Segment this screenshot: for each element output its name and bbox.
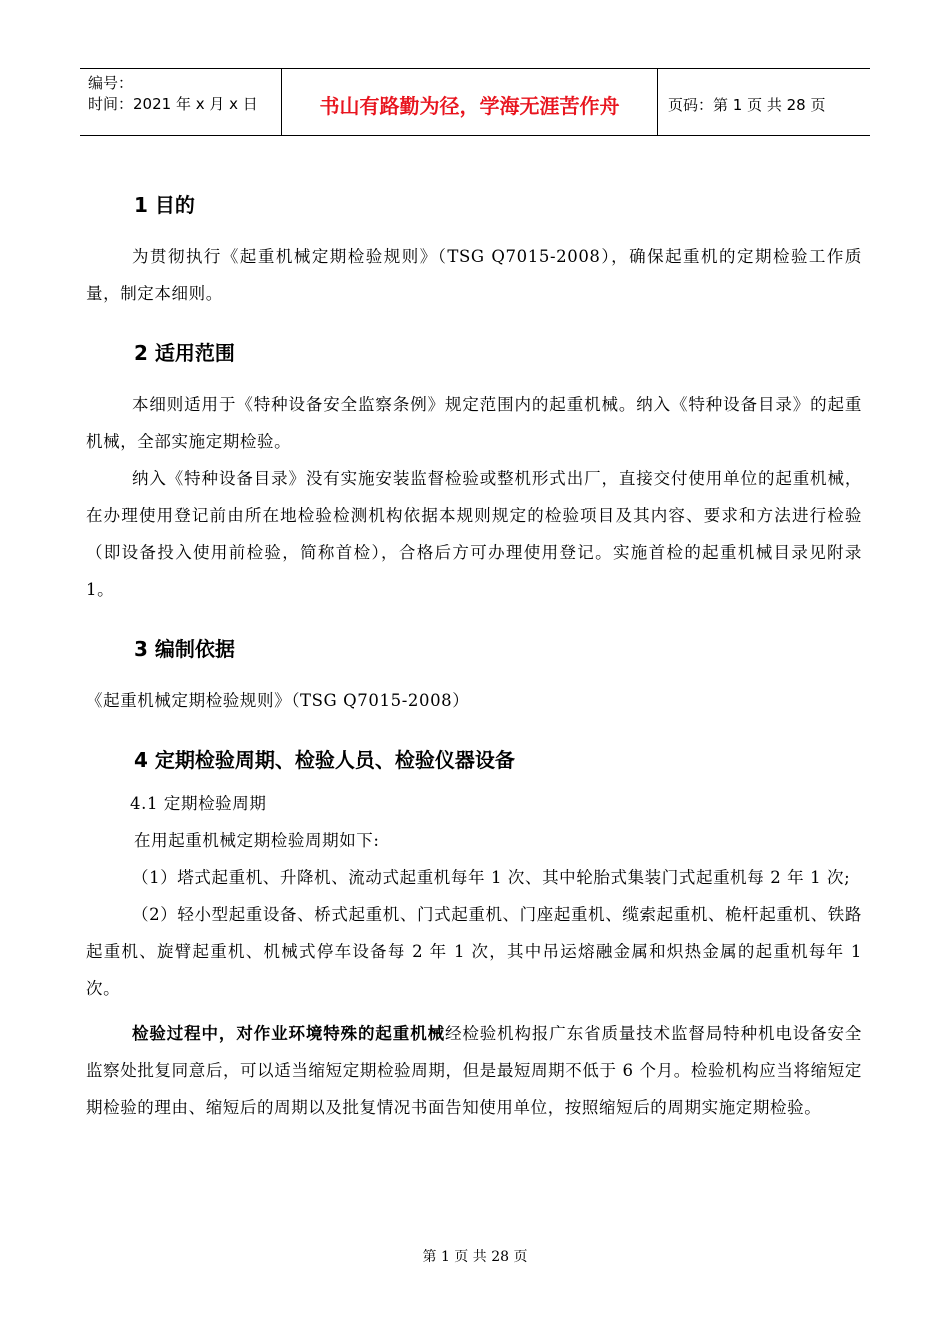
section-1-paragraph: 为贯彻执行《起重机械定期检验规则》（TSG Q7015-2008），确保起重机的定期检验工作质量，制定本细则。 <box>86 247 862 303</box>
section-3-paragraph: 《起重机械定期检验规则》（TSG Q7015-2008） <box>86 691 470 710</box>
section-4-1-item-1: （1）塔式起重机、升降机、流动式起重机每年 1 次、其中轮胎式集装门式起重机每 2 年 1 次; <box>132 868 851 887</box>
section-2-paragraph-1: 本细则适用于《特种设备安全监察条例》规定范围内的起重机械。纳入《特种设备目录》的起重机械，全部实施定期检验。 <box>86 395 862 451</box>
section-3-title: 3 编制依据 <box>134 637 235 661</box>
header-page-info: 页码：第 1 页 共 28 页 <box>668 95 826 114</box>
page-header <box>80 68 870 136</box>
section-4-1-paragraph <box>86 1015 862 1126</box>
header-meta <box>80 69 282 135</box>
number-label: 编号： <box>88 74 134 92</box>
paragraph-continuation: 经检验机构报广东省质量技术监督局特种机电设备安全监察处批复同意后，可以适当缩短定期检验周期，但是最短周期不低于 6 个月。检验机构应当将缩短定期检验的理由、缩短后的周期以及批复情况书面告知使用单位，按照缩短后的周期实施定期检验。 <box>86 1024 862 1117</box>
section-1-title: 1 目的 <box>134 193 195 217</box>
emphasis-text: 检验过程中，对作业环境特殊的起重机械 <box>132 1024 445 1043</box>
section-4-1-subtitle: 4.1 定期检验周期 <box>130 794 267 813</box>
section-2-paragraph-2: 纳入《特种设备目录》没有实施安装监督检验或整机形式出厂，直接交付使用单位的起重机械，在办理使用登记前由所在地检验检测机构依据本规则规定的检验项目及其内容、要求和方法进行检验（即设备投入使用前检验，简称首检），合格后方可办理使用登记。实施首检的起重机械目录见附录 1。 <box>86 469 862 599</box>
document-body <box>86 180 862 1126</box>
section-4-1-intro: 在用起重机械定期检验周期如下: <box>134 831 380 850</box>
section-4-1-item-2: （2）轻小型起重设备、桥式起重机、门式起重机、门座起重机、缆索起重机、桅杆起重机、铁路起重机、旋臂起重机、机械式停车设备每 2 年 1 次，其中吊运熔融金属和炽热金属的起重机每年 1 次。 <box>86 905 862 998</box>
section-2-title: 2 适用范围 <box>134 341 235 365</box>
time-label: 时间：2021 年 x 月 x 日 <box>88 95 258 113</box>
section-4-title: 4 定期检验周期、检验人员、检验仪器设备 <box>134 748 515 772</box>
page-footer: 第 1 页 共 28 页 <box>422 1249 528 1265</box>
header-motto: 书山有路勤为径，学海无涯苦作舟 <box>282 69 658 135</box>
